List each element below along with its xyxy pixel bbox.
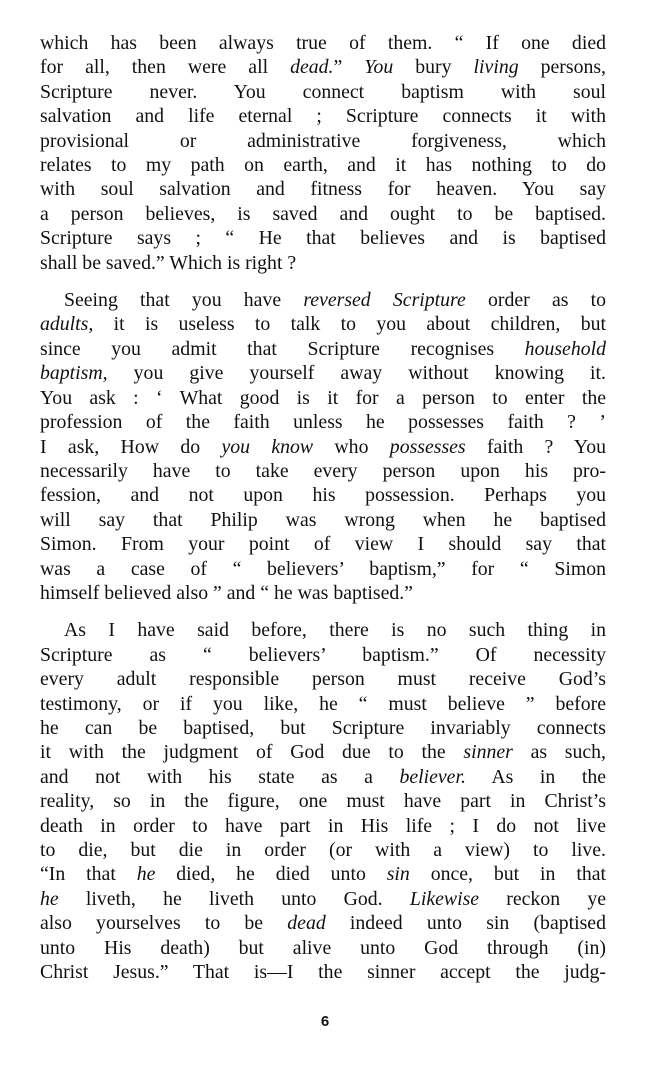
italic-text: possesses [389,435,466,458]
text-run: ” [333,56,365,79]
text-run: died, he died unto [155,863,387,886]
text-run: persons, [518,56,606,79]
text-run: a person believes, is saved and ought to be baptised. [40,202,606,225]
text-run: bury [393,56,474,79]
italic-text: sin [386,863,410,886]
text-run: Scripture says ; “ He that believes and is baptised [40,227,606,250]
text-run: Scripture as “ believers’ baptism.” Of necessity [40,643,606,666]
text-run: order as to [465,289,607,312]
text-line [40,716,606,740]
paragraph [40,31,606,275]
text-line [40,177,606,201]
text-run: Seeing that you have [64,289,304,312]
text-line [40,386,606,410]
text-run: profession of the faith unless he possesses faith ? ’ [40,411,606,434]
text-line [40,911,606,935]
text-line [40,936,606,960]
text-run: every adult responsible person must receive God’s [40,668,606,691]
italic-text: baptism, [40,362,108,385]
italic-text: believer. [399,765,466,788]
text-run: who [313,435,390,458]
text-run: unto His death) but alive unto God through (in) [40,936,606,959]
italic-text: reversed Scripture [303,289,466,312]
text-run: himself believed also ” and “ he was baptised.” [40,581,413,604]
italic-text: adults, [40,313,94,336]
text-line [40,887,606,911]
italic-text: household [524,337,606,360]
paragraph [40,288,606,605]
italic-text: you know [221,435,314,458]
text-run: death in order to have part in His life ; I do not live [40,814,606,837]
text-run: relates to my path on earth, and it has nothing to do [40,154,606,177]
italic-text: Likewise [409,887,480,910]
italic-text: he [40,887,59,910]
italic-text: sinner [463,741,513,764]
text-line [40,532,606,556]
text-line [40,838,606,862]
text-run: faith ? You [465,435,606,458]
text-run: since you admit that Scripture recognises [40,337,525,360]
text-run: was a case of “ believers’ baptism,” for “ Simon [40,557,606,580]
text-run: it is useless to talk to you about children, but [93,313,606,336]
italic-text: dead [287,912,326,935]
text-line [40,667,606,691]
text-run: You ask : ‘ What good is it for a person to enter the [40,386,606,409]
text-line [40,618,606,642]
italic-text: living [473,56,519,79]
text-run: which has been always true of them. “ If one died [40,32,606,54]
text-line [40,312,606,336]
text-line [40,251,606,275]
text-line [40,31,606,55]
text-line [40,288,606,312]
text-run: and not with his state as a [40,765,400,788]
text-line [40,483,606,507]
text-run: once, but in that [409,863,606,886]
text-line [40,960,606,984]
text-run: Simon. From your point of view I should say that [40,533,606,556]
paragraph [40,618,606,984]
text-line [40,104,606,128]
text-run: indeed unto sin (baptised [325,912,606,935]
text-run: shall be saved.” Which is right ? [40,251,297,274]
text-line [40,581,606,605]
text-run: fession, and not upon his possession. Perhaps you [40,484,606,507]
text-line [40,153,606,177]
text-line [40,435,606,459]
text-line [40,459,606,483]
text-run: for all, then were all [40,56,291,79]
text-run: you give yourself away without knowing it. [107,362,606,385]
text-run: with soul salvation and fitness for heaven. You say [40,178,606,201]
text-line [40,55,606,79]
text-run: As in the [465,765,607,788]
text-run: also yourselves to be [40,912,288,935]
text-run: he can be baptised, but Scripture invariably connects [40,716,606,739]
text-run: provisional or administrative forgiveness, which [40,129,606,152]
text-line [40,789,606,813]
text-run: as such, [512,741,606,764]
text-run: As I have said before, there is no such thing in [64,619,606,642]
text-run: reality, so in the figure, one must have part in Christ’s [40,790,606,813]
text-run: Christ Jesus.” That is—I the sinner accept the judg- [40,961,606,984]
italic-text: You [364,56,394,79]
text-run: liveth, he liveth unto God. [58,887,410,910]
italic-text: he [136,863,156,886]
text-line [40,765,606,789]
text-line [40,226,606,250]
text-run: I ask, How do [40,435,222,458]
text-line [40,740,606,764]
text-run: testimony, or if you like, he “ must believe ” before [40,692,606,715]
text-run: reckon ye [479,887,606,910]
text-run: Scripture never. You connect baptism with soul [40,80,606,103]
text-line [40,557,606,581]
text-line [40,129,606,153]
text-line [40,410,606,434]
text-run: necessarily have to take every person upon his pro- [40,459,606,482]
text-line [40,643,606,667]
text-run: will say that Philip was wrong when he baptised [40,508,606,531]
text-line [40,814,606,838]
text-line [40,692,606,716]
text-line [40,862,606,886]
text-line [40,337,606,361]
italic-text: dead. [290,56,334,79]
text-run: to die, but die in order (or with a view) to live. [40,839,606,861]
text-run: “In that [40,863,137,886]
text-line [40,361,606,385]
page-number: 6 [320,1013,330,1030]
text-line [40,202,606,226]
page-text [40,31,606,997]
text-line [40,80,606,104]
text-run: it with the judgment of God due to the [40,741,464,764]
text-run: salvation and life eternal ; Scripture connects it with [40,105,606,128]
text-line [40,508,606,532]
